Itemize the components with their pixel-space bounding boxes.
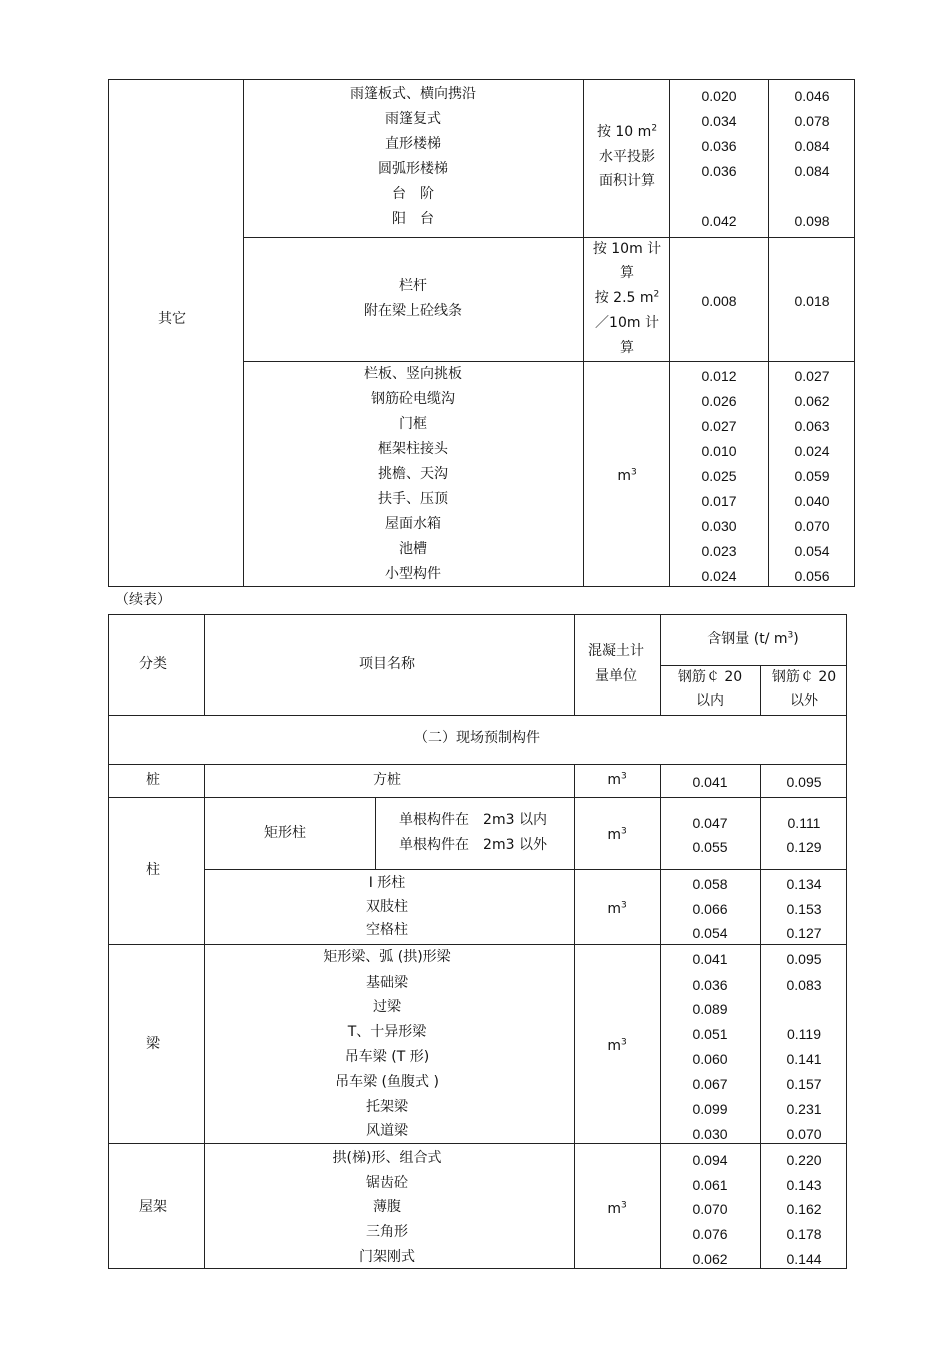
item-name: 池槽 xyxy=(399,541,427,557)
category-cell: 其它 xyxy=(158,311,186,327)
value-in: 0.041 xyxy=(692,774,728,790)
value-in: 0.094 xyxy=(692,1152,728,1168)
value-in: 0.061 xyxy=(692,1177,728,1193)
item-name: 双肢柱 xyxy=(366,899,408,915)
value-in: 0.042 xyxy=(701,213,737,229)
value-out: 0.046 xyxy=(794,88,830,104)
value-out: 0.111 xyxy=(787,815,821,831)
item-name: 挑檐、天沟 xyxy=(378,466,448,482)
header-rebar-beyond: 钢筋￠ 20 xyxy=(771,669,837,685)
value-in: 0.023 xyxy=(701,543,737,559)
continued-label: （续表） xyxy=(115,592,171,608)
value-out: 0.018 xyxy=(794,293,830,309)
value-out: 0.231 xyxy=(786,1101,822,1117)
item-name: 方桩 xyxy=(373,772,401,788)
value-out: 0.070 xyxy=(786,1126,822,1142)
item-name: 风道梁 xyxy=(366,1123,408,1139)
value-in: 0.060 xyxy=(692,1051,728,1067)
value-out: 0.143 xyxy=(786,1177,822,1193)
header-category: 分类 xyxy=(139,656,167,672)
value-in: 0.025 xyxy=(701,468,737,484)
item-name: 吊车梁 (T 形) xyxy=(344,1049,430,1065)
value-out: 0.134 xyxy=(786,876,822,892)
unit-cell: $m^3$ xyxy=(607,1037,627,1054)
item-name: I 形柱 xyxy=(368,875,406,891)
item-name: 附在梁上砼线条 xyxy=(364,303,462,319)
unit-cell: ／10m 计 xyxy=(595,315,659,331)
value-out: 0.084 xyxy=(794,163,830,179)
unit-cell: 水平投影 xyxy=(599,149,655,165)
header-rebar-beyond: 以外 xyxy=(790,693,818,709)
header-item-name: 项目名称 xyxy=(359,656,415,672)
value-out: 0.078 xyxy=(794,113,830,129)
value-in: 0.076 xyxy=(692,1226,728,1242)
value-in: 0.026 xyxy=(701,393,737,409)
value-in: 0.047 xyxy=(692,815,728,831)
item-name: 矩形梁、弧 (拱)形梁 xyxy=(323,949,451,965)
header-steel-content: 含钢量 (t/ $m^3$) xyxy=(707,630,799,647)
item-name: 吊车梁 (鱼腹式 ) xyxy=(335,1074,439,1090)
unit-cell: $m^3$ xyxy=(617,467,637,484)
item-name: 托架梁 xyxy=(366,1099,408,1115)
item-name: 拱(梯)形、组合式 xyxy=(332,1150,442,1166)
value-out: 0.063 xyxy=(794,418,830,434)
value-out: 0.084 xyxy=(794,138,830,154)
item-name: 基础梁 xyxy=(366,975,408,991)
value-in: 0.030 xyxy=(692,1126,728,1142)
category-cell: 柱 xyxy=(146,862,160,878)
value-out: 0.040 xyxy=(794,493,830,509)
unit-cell: 按 10 $m^2$ xyxy=(596,123,658,140)
item-name: 小型构件 xyxy=(385,566,441,582)
item-name: 三角形 xyxy=(366,1224,408,1240)
value-in: 0.058 xyxy=(692,876,728,892)
value-out: 0.119 xyxy=(787,1026,821,1042)
value-in: 0.062 xyxy=(692,1251,728,1267)
unit-cell: 算 xyxy=(620,265,634,281)
header-rebar-within: 以内 xyxy=(696,693,724,709)
item-name: 门框 xyxy=(399,416,427,432)
value-out: 0.095 xyxy=(786,774,822,790)
header-rebar-within: 钢筋￠ 20 xyxy=(677,669,743,685)
value-out: 0.054 xyxy=(794,543,830,559)
value-in: 0.020 xyxy=(701,88,737,104)
header-unit: 量单位 xyxy=(595,668,637,684)
item-name: 雨篷复式 xyxy=(385,111,441,127)
value-out: 0.153 xyxy=(786,901,822,917)
item-name: 台 阶 xyxy=(392,186,434,202)
item-name: 钢筋砼电缆沟 xyxy=(371,391,455,407)
value-in: 0.089 xyxy=(692,1001,728,1017)
item-name: 圆弧形楼梯 xyxy=(378,161,448,177)
value-in: 0.012 xyxy=(701,368,737,384)
value-in: 0.034 xyxy=(701,113,737,129)
category-cell: 梁 xyxy=(146,1036,160,1052)
unit-cell: $m^3$ xyxy=(607,771,627,788)
item-name: T、十异形梁 xyxy=(347,1024,427,1040)
item-name: 屋面水箱 xyxy=(385,516,441,532)
value-in: 0.051 xyxy=(692,1026,728,1042)
value-out: 0.059 xyxy=(794,468,830,484)
value-in: 0.036 xyxy=(701,163,737,179)
item-name: 矩形柱 xyxy=(264,825,306,841)
unit-cell: $m^3$ xyxy=(607,1200,627,1217)
value-in: 0.067 xyxy=(692,1076,728,1092)
value-out: 0.027 xyxy=(794,368,830,384)
value-in: 0.066 xyxy=(692,901,728,917)
item-name: 空格柱 xyxy=(366,922,408,938)
value-out: 0.083 xyxy=(786,977,822,993)
unit-cell: 面积计算 xyxy=(599,173,655,189)
item-name: 框架柱接头 xyxy=(378,441,448,457)
item-name: 门架刚式 xyxy=(359,1249,415,1265)
item-name: 栏板、竖向挑板 xyxy=(364,366,462,382)
value-out: 0.129 xyxy=(786,839,822,855)
item-name: 单根构件在 2m3 以内 xyxy=(399,812,547,828)
value-out: 0.141 xyxy=(786,1051,822,1067)
value-in: 0.017 xyxy=(701,493,737,509)
unit-cell: 算 xyxy=(620,340,634,356)
item-name: 扶手、压顶 xyxy=(378,491,448,507)
header-unit: 混凝土计 xyxy=(588,643,644,659)
value-out: 0.157 xyxy=(786,1076,822,1092)
item-name: 过梁 xyxy=(373,999,401,1015)
value-in: 0.099 xyxy=(692,1101,728,1117)
item-name: 雨篷板式、横向携沿 xyxy=(350,86,476,102)
value-in: 0.010 xyxy=(701,443,737,459)
value-in: 0.008 xyxy=(701,293,737,309)
unit-cell: $m^3$ xyxy=(607,900,627,917)
value-in: 0.041 xyxy=(692,951,728,967)
value-out: 0.144 xyxy=(786,1251,822,1267)
value-in: 0.027 xyxy=(701,418,737,434)
item-name: 直形楼梯 xyxy=(385,136,441,152)
value-out: 0.162 xyxy=(786,1201,822,1217)
category-cell: 桩 xyxy=(146,772,160,788)
value-in: 0.055 xyxy=(692,839,728,855)
value-out: 0.178 xyxy=(786,1226,822,1242)
value-out: 0.095 xyxy=(786,951,822,967)
value-in: 0.054 xyxy=(692,925,728,941)
value-in: 0.036 xyxy=(692,977,728,993)
value-out: 0.024 xyxy=(794,443,830,459)
item-name: 阳 台 xyxy=(392,211,434,227)
value-out: 0.220 xyxy=(786,1152,822,1168)
value-out: 0.070 xyxy=(794,518,830,534)
item-name: 栏杆 xyxy=(399,278,427,294)
value-out: 0.098 xyxy=(794,213,830,229)
section-title: （二）现场预制构件 xyxy=(414,730,540,746)
value-out: 0.056 xyxy=(794,568,830,584)
unit-cell: $m^3$ xyxy=(607,826,627,843)
item-name: 单根构件在 2m3 以外 xyxy=(399,837,547,853)
item-name: 薄腹 xyxy=(373,1199,401,1215)
value-out: 0.062 xyxy=(794,393,830,409)
value-out: 0.127 xyxy=(786,925,822,941)
value-in: 0.024 xyxy=(701,568,737,584)
unit-cell: 按 10m 计 xyxy=(592,241,662,257)
value-in: 0.030 xyxy=(701,518,737,534)
item-name: 锯齿砼 xyxy=(366,1175,408,1191)
value-in: 0.070 xyxy=(692,1201,728,1217)
category-cell: 屋架 xyxy=(139,1199,167,1215)
value-in: 0.036 xyxy=(701,138,737,154)
unit-cell: 按 2.5 $m^2$ xyxy=(594,289,660,306)
